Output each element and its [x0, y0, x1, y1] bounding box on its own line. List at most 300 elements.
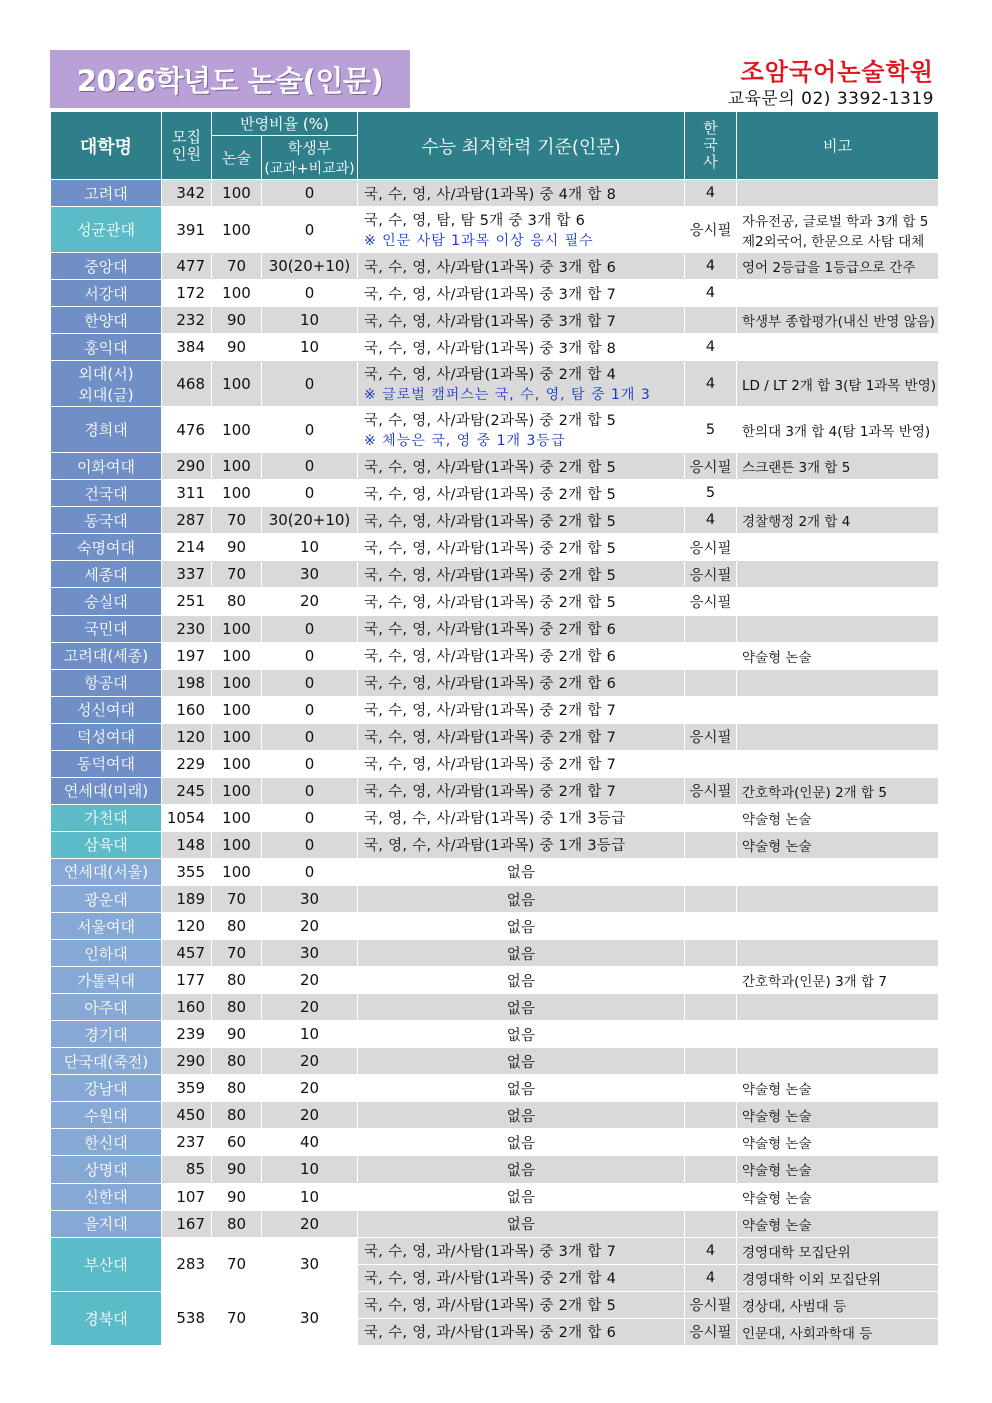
- univ-name-cell: [51, 1156, 162, 1183]
- note-cell: 경상대, 사범대 등: [737, 1291, 939, 1318]
- criteria-text: 국, 수, 영, 사/과탐(1과목) 중 2개 합 7: [364, 757, 617, 774]
- record-ratio-cell: 10: [262, 1021, 358, 1048]
- note-cell: [737, 967, 939, 994]
- quota-cell: 251: [162, 588, 212, 615]
- note-cell: [737, 1156, 939, 1183]
- record-ratio-cell: 0: [262, 696, 358, 723]
- table-row: [51, 1156, 939, 1183]
- table-row: [51, 696, 939, 723]
- univ-name-cell: [51, 913, 162, 940]
- quota-cell: 230: [162, 615, 212, 642]
- univ-name-cell: [51, 831, 162, 858]
- record-ratio-cell: 10: [262, 1156, 358, 1183]
- quota-cell: 120: [162, 723, 212, 750]
- criteria-subnote: ※ 인문 사탐 1과목 이상 응시 필수: [364, 233, 594, 250]
- record-ratio-cell: 0: [262, 723, 358, 750]
- note-text: 약술형 논술: [742, 1190, 812, 1207]
- note-text: 자유전공, 글로벌 학과 3개 합 5: [742, 213, 929, 230]
- table-row: [51, 642, 939, 669]
- univ-name: 덕성여대: [77, 728, 135, 747]
- note-cell: [737, 280, 939, 307]
- univ-name: 국민대: [84, 620, 128, 639]
- quota-cell: 311: [162, 480, 212, 507]
- univ-name-cell: [51, 777, 162, 804]
- record-ratio-cell: 0: [262, 750, 358, 777]
- criteria-cell: [358, 561, 685, 588]
- criteria-cell: 국, 수, 영, 과/사탐(1과목) 중 2개 합 6: [358, 1318, 685, 1345]
- note-text: 간호학과(인문) 2개 합 5: [742, 784, 887, 801]
- univ-name: 광운대: [84, 890, 128, 909]
- univ-name-cell: [51, 615, 162, 642]
- note-cell: [737, 1021, 939, 1048]
- record-ratio-cell: 20: [262, 994, 358, 1021]
- table-row: [51, 588, 939, 615]
- table-row: [51, 1210, 939, 1237]
- criteria-cell: 국, 수, 영, 과/사탐(1과목) 중 2개 합 4: [358, 1264, 685, 1291]
- quota-cell: 172: [162, 280, 212, 307]
- note-cell: 경영대학 모집단위: [737, 1237, 939, 1264]
- criteria-text: 국, 수, 영, 사/과탐(1과목) 중 3개 합 7: [364, 313, 617, 330]
- criteria-text: 없음: [506, 1027, 536, 1044]
- record-ratio-cell: 20: [262, 1075, 358, 1102]
- univ-name: 수원대: [84, 1106, 128, 1125]
- univ-name-cell: [51, 453, 162, 480]
- criteria-cell: [358, 885, 685, 912]
- quota-cell: 391: [162, 207, 212, 253]
- criteria-text: 국, 수, 영, 사/과탐(1과목) 중 2개 합 5: [364, 567, 617, 584]
- table-row: [51, 1021, 939, 1048]
- note-cell: [737, 1210, 939, 1237]
- criteria-cell: [358, 967, 685, 994]
- univ-name: 단국대(죽전): [63, 1052, 149, 1071]
- table-row: [51, 180, 939, 207]
- header-quota: 모집인원: [162, 112, 212, 180]
- criteria-text: 국, 수, 영, 사/과탐(1과목) 중 2개 합 6: [364, 676, 617, 693]
- record-ratio-cell: 0: [262, 180, 358, 207]
- header-record: 학생부: [287, 139, 332, 157]
- essay-ratio-cell: 80: [212, 1075, 262, 1102]
- note-cell: [737, 588, 939, 615]
- history-cell: [685, 831, 737, 858]
- quota-cell: 384: [162, 334, 212, 361]
- criteria-subnote: ※ 체능은 국, 영 중 1개 3등급: [364, 433, 566, 450]
- table-row: [51, 361, 939, 407]
- criteria-text: 국, 수, 영, 사/과탐(1과목) 중 2개 합 7: [364, 703, 617, 720]
- criteria-text: 국, 수, 영, 사/과탐(1과목) 중 2개 합 5: [364, 594, 617, 611]
- table-row: [51, 507, 939, 534]
- note-text: 약술형 논술: [742, 1217, 812, 1234]
- essay-ratio-cell: 100: [212, 858, 262, 885]
- record-ratio-cell: 20: [262, 967, 358, 994]
- criteria-text: 국, 수, 영, 사/과탐(1과목) 중 2개 합 4: [364, 367, 617, 384]
- history-cell: [685, 1021, 737, 1048]
- history-cell: 4: [685, 361, 737, 407]
- quota-cell: 359: [162, 1075, 212, 1102]
- table-row: [51, 561, 939, 588]
- univ-name-cell: [51, 696, 162, 723]
- quota-cell: 148: [162, 831, 212, 858]
- univ-name-cell: [51, 1048, 162, 1075]
- criteria-text: 없음: [506, 1190, 536, 1207]
- record-ratio-cell: 10: [262, 307, 358, 334]
- page-title: 2026학년도 논술(인문): [50, 50, 410, 108]
- table-row: [51, 1183, 939, 1210]
- univ-name-cell: [51, 1021, 162, 1048]
- history-cell: 응시필: [685, 777, 737, 804]
- table-row: [51, 967, 939, 994]
- quota-cell: 468: [162, 361, 212, 407]
- criteria-cell: [358, 207, 685, 253]
- record-ratio-cell: 40: [262, 1129, 358, 1156]
- criteria-text: 없음: [506, 1000, 536, 1017]
- record-ratio-cell: 10: [262, 1183, 358, 1210]
- criteria-cell: [358, 453, 685, 480]
- note-cell: [737, 480, 939, 507]
- criteria-text: 국, 수, 영, 사/과탐(1과목) 중 2개 합 5: [364, 459, 617, 476]
- header-criteria: 수능 최저학력 기준(인문): [358, 112, 685, 180]
- note-text: 학생부 종합평가(내신 반영 않음): [742, 314, 935, 331]
- table-row: [51, 307, 939, 334]
- essay-ratio-cell: 100: [212, 750, 262, 777]
- history-cell: [685, 615, 737, 642]
- criteria-cell: [358, 253, 685, 280]
- univ-name: 세종대: [84, 565, 128, 584]
- univ-name: 상명대: [84, 1160, 128, 1179]
- note-cell: [737, 207, 939, 253]
- table-row: [51, 723, 939, 750]
- criteria-text: 없음: [506, 1135, 536, 1152]
- history-cell: [685, 642, 737, 669]
- note-cell: [737, 334, 939, 361]
- essay-ratio-cell: 70: [212, 1237, 262, 1291]
- record-ratio-cell: 20: [262, 1048, 358, 1075]
- note-cell: [737, 696, 939, 723]
- note-cell: [737, 180, 939, 207]
- criteria-text: 없음: [506, 946, 536, 963]
- header-univ: 대학명: [51, 112, 162, 180]
- history-cell: 응시필: [685, 1291, 737, 1318]
- univ-name: 한양대: [84, 311, 128, 330]
- note-cell: [737, 1183, 939, 1210]
- essay-ratio-cell: 80: [212, 588, 262, 615]
- essay-ratio-cell: 80: [212, 1048, 262, 1075]
- history-cell: 4: [685, 1264, 737, 1291]
- univ-name: 고려대: [84, 184, 128, 203]
- univ-name: 연세대(미래): [63, 782, 149, 801]
- criteria-text: 국, 수, 영, 사/과탐(1과목) 중 2개 합 6: [364, 649, 617, 666]
- criteria-cell: [358, 913, 685, 940]
- univ-name: 동국대: [84, 511, 128, 530]
- essay-ratio-cell: 90: [212, 1021, 262, 1048]
- criteria-text: 없음: [506, 919, 536, 936]
- quota-cell: 476: [162, 407, 212, 453]
- criteria-text: 없음: [506, 1054, 536, 1071]
- criteria-cell: [358, 180, 685, 207]
- criteria-cell: [358, 615, 685, 642]
- note-cell: [737, 669, 939, 696]
- note-cell: [737, 1129, 939, 1156]
- note-cell: [737, 723, 939, 750]
- univ-name: 경기대: [84, 1025, 128, 1044]
- univ-name-cell: [51, 1210, 162, 1237]
- record-ratio-cell: 30: [262, 561, 358, 588]
- header-ratio: 반영비율 (%): [212, 112, 358, 136]
- table-row: [51, 1048, 939, 1075]
- table-row: [51, 1129, 939, 1156]
- record-ratio-cell: 0: [262, 615, 358, 642]
- univ-name: 신한대: [84, 1188, 128, 1207]
- essay-ratio-cell: 100: [212, 280, 262, 307]
- univ-name-cell: [51, 1129, 162, 1156]
- essay-ratio-cell: 100: [212, 831, 262, 858]
- note-cell: [737, 307, 939, 334]
- univ-name: 성균관대: [77, 221, 135, 240]
- history-cell: [685, 1075, 737, 1102]
- essay-ratio-cell: 100: [212, 480, 262, 507]
- history-cell: [685, 1183, 737, 1210]
- criteria-cell: [358, 534, 685, 561]
- criteria-text: 국, 수, 영, 사/과탐(1과목) 중 2개 합 7: [364, 730, 617, 747]
- univ-name: 건국대: [84, 484, 128, 503]
- criteria-text: 국, 수, 영, 사/과탐(1과목) 중 3개 합 7: [364, 286, 617, 303]
- record-ratio-cell: 20: [262, 1102, 358, 1129]
- note-text: 영어 2등급을 1등급으로 간주: [742, 260, 916, 277]
- quota-cell: 197: [162, 642, 212, 669]
- essay-ratio-cell: 60: [212, 1129, 262, 1156]
- note-cell: [737, 1102, 939, 1129]
- history-cell: 응시필: [685, 534, 737, 561]
- criteria-subnote: ※ 글로벌 캠퍼스는 국, 수, 영, 탐 중 1개 3: [364, 387, 651, 404]
- univ-name-cell: [51, 750, 162, 777]
- quota-cell: 1054: [162, 804, 212, 831]
- note-cell: [737, 804, 939, 831]
- history-cell: [685, 913, 737, 940]
- univ-name-cell: [51, 967, 162, 994]
- quota-cell: 120: [162, 913, 212, 940]
- essay-ratio-cell: 80: [212, 967, 262, 994]
- table-row: [51, 669, 939, 696]
- record-ratio-cell: 0: [262, 858, 358, 885]
- history-cell: [685, 940, 737, 967]
- univ-name: 성신여대: [77, 701, 135, 720]
- note-cell: [737, 561, 939, 588]
- history-cell: 4: [685, 1237, 737, 1264]
- quota-cell: 538: [162, 1291, 212, 1345]
- univ-name: 서울여대: [77, 917, 135, 936]
- essay-ratio-cell: 80: [212, 913, 262, 940]
- univ-name-cell: [51, 480, 162, 507]
- quota-cell: 337: [162, 561, 212, 588]
- note-text: 스크랜튼 3개 합 5: [742, 460, 851, 477]
- criteria-text: 국, 수, 영, 사/과탐(1과목) 중 4개 합 8: [364, 186, 617, 203]
- univ-name: 서강대: [84, 284, 128, 303]
- criteria-text: 국, 수, 영, 사/과탐(2과목) 중 2개 합 5: [364, 413, 617, 430]
- note-cell: [737, 885, 939, 912]
- criteria-cell: [358, 507, 685, 534]
- essay-ratio-cell: 100: [212, 642, 262, 669]
- table-row: [51, 885, 939, 912]
- header-history: 한국사: [685, 112, 737, 180]
- essay-ratio-cell: 80: [212, 1210, 262, 1237]
- univ-name-cell: [51, 334, 162, 361]
- record-ratio-cell: 30: [262, 885, 358, 912]
- note-cell: [737, 913, 939, 940]
- record-ratio-cell: 20: [262, 588, 358, 615]
- essay-ratio-cell: 90: [212, 1183, 262, 1210]
- criteria-text: 국, 수, 영, 탐, 탐 5개 중 3개 합 6: [364, 213, 586, 230]
- univ-name: 중앙대: [84, 257, 128, 276]
- criteria-cell: 국, 수, 영, 과/사탐(1과목) 중 3개 합 7: [358, 1237, 685, 1264]
- table-row: [51, 750, 939, 777]
- history-cell: 4: [685, 334, 737, 361]
- quota-cell: 239: [162, 1021, 212, 1048]
- criteria-cell: [358, 307, 685, 334]
- univ-name-2: 외대(글): [78, 385, 134, 404]
- header-note: 비고: [737, 112, 939, 180]
- univ-name-cell: [51, 804, 162, 831]
- table-row: [51, 407, 939, 453]
- record-ratio-cell: 0: [262, 777, 358, 804]
- note-text-2: 제2외국어, 한문으로 사탐 대체: [742, 233, 925, 250]
- record-ratio-cell: 30: [262, 1291, 358, 1345]
- quota-cell: 283: [162, 1237, 212, 1291]
- quota-cell: 450: [162, 1102, 212, 1129]
- note-cell: [737, 507, 939, 534]
- history-cell: [685, 1102, 737, 1129]
- note-cell: [737, 858, 939, 885]
- criteria-text: 국, 수, 영, 사/과탐(1과목) 중 2개 합 5: [364, 540, 617, 557]
- table-row: [51, 453, 939, 480]
- note-cell: [737, 453, 939, 480]
- criteria-cell: [358, 940, 685, 967]
- history-cell: [685, 696, 737, 723]
- table-row: [51, 804, 939, 831]
- univ-name-cell: [51, 994, 162, 1021]
- univ-name-cell: [51, 723, 162, 750]
- note-cell: [737, 777, 939, 804]
- note-text: 약술형 논술: [742, 649, 812, 666]
- table-row: [51, 334, 939, 361]
- quota-cell: 229: [162, 750, 212, 777]
- history-cell: 4: [685, 180, 737, 207]
- note-cell: 경영대학 이외 모집단위: [737, 1264, 939, 1291]
- note-cell: [737, 1075, 939, 1102]
- contact-phone: 교육문의 02) 3392-1319: [727, 89, 934, 109]
- history-cell: 응시필: [685, 1318, 737, 1345]
- record-ratio-cell: 0: [262, 453, 358, 480]
- essay-ratio-cell: 70: [212, 1291, 262, 1345]
- criteria-cell: [358, 804, 685, 831]
- criteria-cell: [358, 1102, 685, 1129]
- essay-ratio-cell: 90: [212, 534, 262, 561]
- history-cell: [685, 994, 737, 1021]
- history-cell: 4: [685, 280, 737, 307]
- note-cell: 인문대, 사회과학대 등: [737, 1318, 939, 1345]
- quota-cell: 167: [162, 1210, 212, 1237]
- history-cell: [685, 885, 737, 912]
- univ-name-cell: [51, 507, 162, 534]
- table-row: [51, 858, 939, 885]
- table-row: [51, 534, 939, 561]
- history-cell: [685, 1048, 737, 1075]
- univ-name: 홍익대: [84, 338, 128, 357]
- history-cell: 4: [685, 253, 737, 280]
- criteria-text: 국, 수, 영, 사/과탐(1과목) 중 2개 합 5: [364, 513, 617, 530]
- criteria-cell: [358, 361, 685, 407]
- note-cell: [737, 1048, 939, 1075]
- history-cell: [685, 804, 737, 831]
- note-cell: [737, 615, 939, 642]
- quota-cell: 290: [162, 1048, 212, 1075]
- table-row: [51, 831, 939, 858]
- univ-name-cell: 경북대: [51, 1291, 162, 1345]
- criteria-cell: [358, 334, 685, 361]
- table-row: [51, 1075, 939, 1102]
- essay-ratio-cell: 70: [212, 885, 262, 912]
- essay-ratio-cell: 100: [212, 453, 262, 480]
- admission-table: [50, 111, 939, 1346]
- history-cell: [685, 1156, 737, 1183]
- history-cell: [685, 669, 737, 696]
- criteria-cell: [358, 588, 685, 615]
- record-ratio-cell: 0: [262, 669, 358, 696]
- table-row: [51, 913, 939, 940]
- criteria-text: 없음: [506, 973, 536, 990]
- record-ratio-cell: 20: [262, 1210, 358, 1237]
- history-cell: [685, 750, 737, 777]
- criteria-text: 없음: [506, 1108, 536, 1125]
- table-row: [51, 1237, 939, 1264]
- univ-name: 숭실대: [84, 592, 128, 611]
- essay-ratio-cell: 90: [212, 334, 262, 361]
- univ-name-cell: [51, 361, 162, 407]
- criteria-cell: [358, 1156, 685, 1183]
- note-text: 약술형 논술: [742, 1082, 812, 1099]
- criteria-text: 국, 영, 수, 사/과탐(1과목) 중 1개 3등급: [364, 838, 626, 855]
- criteria-cell: [358, 1210, 685, 1237]
- univ-name-cell: [51, 1102, 162, 1129]
- criteria-cell: [358, 723, 685, 750]
- history-cell: [685, 1129, 737, 1156]
- history-cell: [685, 967, 737, 994]
- history-cell: 응시필: [685, 723, 737, 750]
- essay-ratio-cell: 100: [212, 207, 262, 253]
- quota-cell: 107: [162, 1183, 212, 1210]
- note-cell: [737, 407, 939, 453]
- univ-name: 아주대: [84, 998, 128, 1017]
- essay-ratio-cell: 100: [212, 669, 262, 696]
- criteria-cell: [358, 1183, 685, 1210]
- criteria-text: 없음: [506, 1081, 536, 1098]
- history-cell: 5: [685, 480, 737, 507]
- note-text: 약술형 논술: [742, 1136, 812, 1153]
- criteria-cell: [358, 1048, 685, 1075]
- criteria-cell: [358, 1075, 685, 1102]
- univ-name: 숙명여대: [77, 538, 135, 557]
- univ-name-cell: [51, 280, 162, 307]
- criteria-cell: [358, 858, 685, 885]
- univ-name: 고려대(세종): [63, 647, 149, 666]
- univ-name-cell: [51, 307, 162, 334]
- table-row: [51, 615, 939, 642]
- essay-ratio-cell: 70: [212, 940, 262, 967]
- quota-cell: 214: [162, 534, 212, 561]
- univ-name: 항공대: [84, 674, 128, 693]
- quota-cell: 232: [162, 307, 212, 334]
- criteria-text: 없음: [506, 1217, 536, 1234]
- univ-name-cell: [51, 253, 162, 280]
- univ-name-cell: [51, 1183, 162, 1210]
